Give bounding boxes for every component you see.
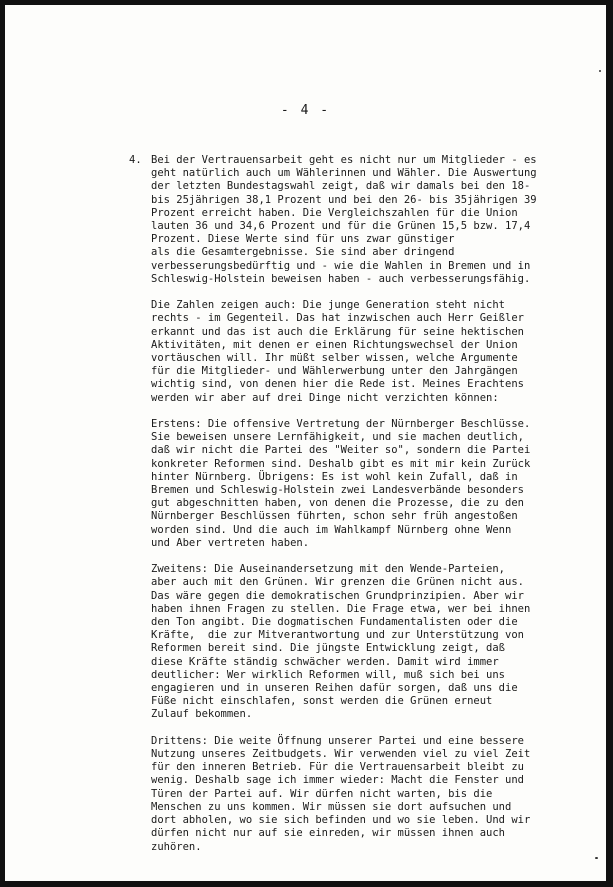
text-line: Aktivitäten, mit denen er einen Richtungswechsel der Union xyxy=(151,338,518,351)
text-line: Das wäre gegen die demokratischen Grundprinzipien. Aber wir xyxy=(151,589,524,602)
text-line: wenig. Deshalb sage ich immer wieder: Macht die Fenster und xyxy=(151,774,524,787)
text-line: Schleswig-Holstein beweisen haben - auch verbesserungsfähig. xyxy=(151,272,531,285)
paragraph-zweitens xyxy=(151,563,591,721)
text-line: Prozent. Diese Werte sind für uns zwar günstiger xyxy=(151,233,455,246)
text-line: Reformen bereit sind. Die jüngste Entwicklung zeigt, daß xyxy=(151,642,506,655)
text-line: dürfen nicht nur auf sie einreden, wir müssen ihnen auch xyxy=(151,827,506,840)
text-line: Türen der Partei auf. Wir dürfen nicht warten, bis die xyxy=(151,787,493,800)
text-line: Erstens: Die offensive Vertretung der Nürnberger Beschlüsse. xyxy=(151,418,531,431)
text-line: Die Zahlen zeigen auch: Die junge Generation steht nicht xyxy=(151,299,506,312)
paragraph-erstens xyxy=(151,418,591,550)
scan-speck xyxy=(599,70,601,72)
text-line: für die Mitglieder- und Wählerwerbung unter den Jahrgängen xyxy=(151,365,518,378)
text-line: den Ton angibt. Die dogmatischen Fundamentalisten oder die xyxy=(151,616,518,629)
text-line: Sie beweisen unsere Lernfähigkeit, und sie machen deutlich, xyxy=(151,431,524,444)
text-line: hinter Nürnberg. Übrigens: Es ist wohl kein Zufall, daß in xyxy=(151,470,518,483)
scan-speck xyxy=(595,857,598,859)
text-line: Zulauf bekommen. xyxy=(151,708,253,721)
text-line: engagieren und in unseren Reihen dafür sorgen, daß uns die xyxy=(151,682,518,695)
text-line: verbesserungsbedürftig und - wie die Wahlen in Bremen und in xyxy=(151,259,531,272)
text-line: wichtig sind, von denen hier die Rede ist. Meines Erachtens xyxy=(151,378,524,391)
text-line: lauten 36 und 34,6 Prozent und für die Grünen 15,5 bzw. 17,4 xyxy=(151,220,531,233)
text-line: aber auch mit den Grünen. Wir grenzen die Grünen nicht aus. xyxy=(151,576,524,589)
text-line: deutlicher: Wer wirklich Reformen will, muß sich bei uns xyxy=(151,668,506,681)
text-line: Füße nicht einschlafen, sonst werden die Grünen erneut xyxy=(151,695,493,708)
text-line: geht natürlich auch um Wählerinnen und Wähler. Die Auswertung xyxy=(151,167,537,180)
text-line: haben ihnen Fragen zu stellen. Die Frage etwa, wer bei ihnen xyxy=(151,602,531,615)
text-line: worden sind. Und die auch im Wahlkampf Nürnberg ohne Wenn xyxy=(151,523,512,536)
text-line: werden wir aber auf drei Dinge nicht verzichten können: xyxy=(151,391,499,404)
paragraph-zahlen xyxy=(151,299,591,405)
text-line: diese Kräfte ständig schwächer werden. Damit wird immer xyxy=(151,655,499,668)
paragraph-vertrauensarbeit xyxy=(151,154,591,286)
text-line: vortäuschen will. Ihr müßt selber wissen, welche Argumente xyxy=(151,352,518,365)
text-line: Prozent erreicht haben. Die Vergleichszahlen für die Union xyxy=(151,206,518,219)
text-line: daß wir nicht die Partei des "Weiter so", sondern die Partei xyxy=(151,444,531,457)
document-body xyxy=(151,154,591,867)
text-line: dort abholen, wo sie sich befinden und wo sie leben. Und wir xyxy=(151,814,531,827)
text-line: bis 25jährigen 38,1 Prozent und bei den 26- bis 35jährigen 39 xyxy=(151,193,537,206)
text-line: Drittens: Die weite Öffnung unserer Partei und eine bessere xyxy=(151,734,524,747)
text-line: konkreter Reformen sind. Deshalb gibt es mit mir kein Zurück xyxy=(151,457,531,470)
text-line: zuhören. xyxy=(151,840,202,853)
text-line: der letzten Bundestagswahl zeigt, daß wir damals bei den 18- xyxy=(151,180,531,193)
text-line: als die Gesamtergebnisse. Sie sind aber dringend xyxy=(151,246,455,259)
text-line: erkannt und das ist auch die Erklärung für seine hektischen xyxy=(151,325,524,338)
text-line: Zweitens: Die Auseinandersetzung mit den Wende-Parteien, xyxy=(151,563,506,576)
text-line: Bremen und Schleswig-Holstein zwei Landesverbände besonders xyxy=(151,484,524,497)
item-number: 4. xyxy=(129,154,142,166)
text-line: Nutzung unseres Zeitbudgets. Wir verwenden viel zu viel Zeit xyxy=(151,748,531,761)
text-line: Kräfte, die zur Mitverantwortung und zur Unterstützung von xyxy=(151,629,524,642)
text-line: rechts - im Gegenteil. Das hat inzwischen auch Herr Geißler xyxy=(151,312,524,325)
text-line: gut abgeschnitten haben, von denen die Prozesse, die zu den xyxy=(151,497,524,510)
page-number: - 4 - xyxy=(280,103,331,118)
text-line: Nürnberger Beschlüssen führten, schon sehr früh angestoßen xyxy=(151,510,518,523)
text-line: für den inneren Betrieb. Für die Vertrauensarbeit bleibt zu xyxy=(151,761,524,774)
text-line: Menschen zu uns kommen. Wir müssen sie dort aufsuchen und xyxy=(151,800,512,813)
text-line: und Aber vertreten haben. xyxy=(151,536,310,549)
paragraph-drittens xyxy=(151,735,591,854)
text-line: Bei der Vertrauensarbeit geht es nicht nur um Mitglieder - es xyxy=(151,154,537,166)
